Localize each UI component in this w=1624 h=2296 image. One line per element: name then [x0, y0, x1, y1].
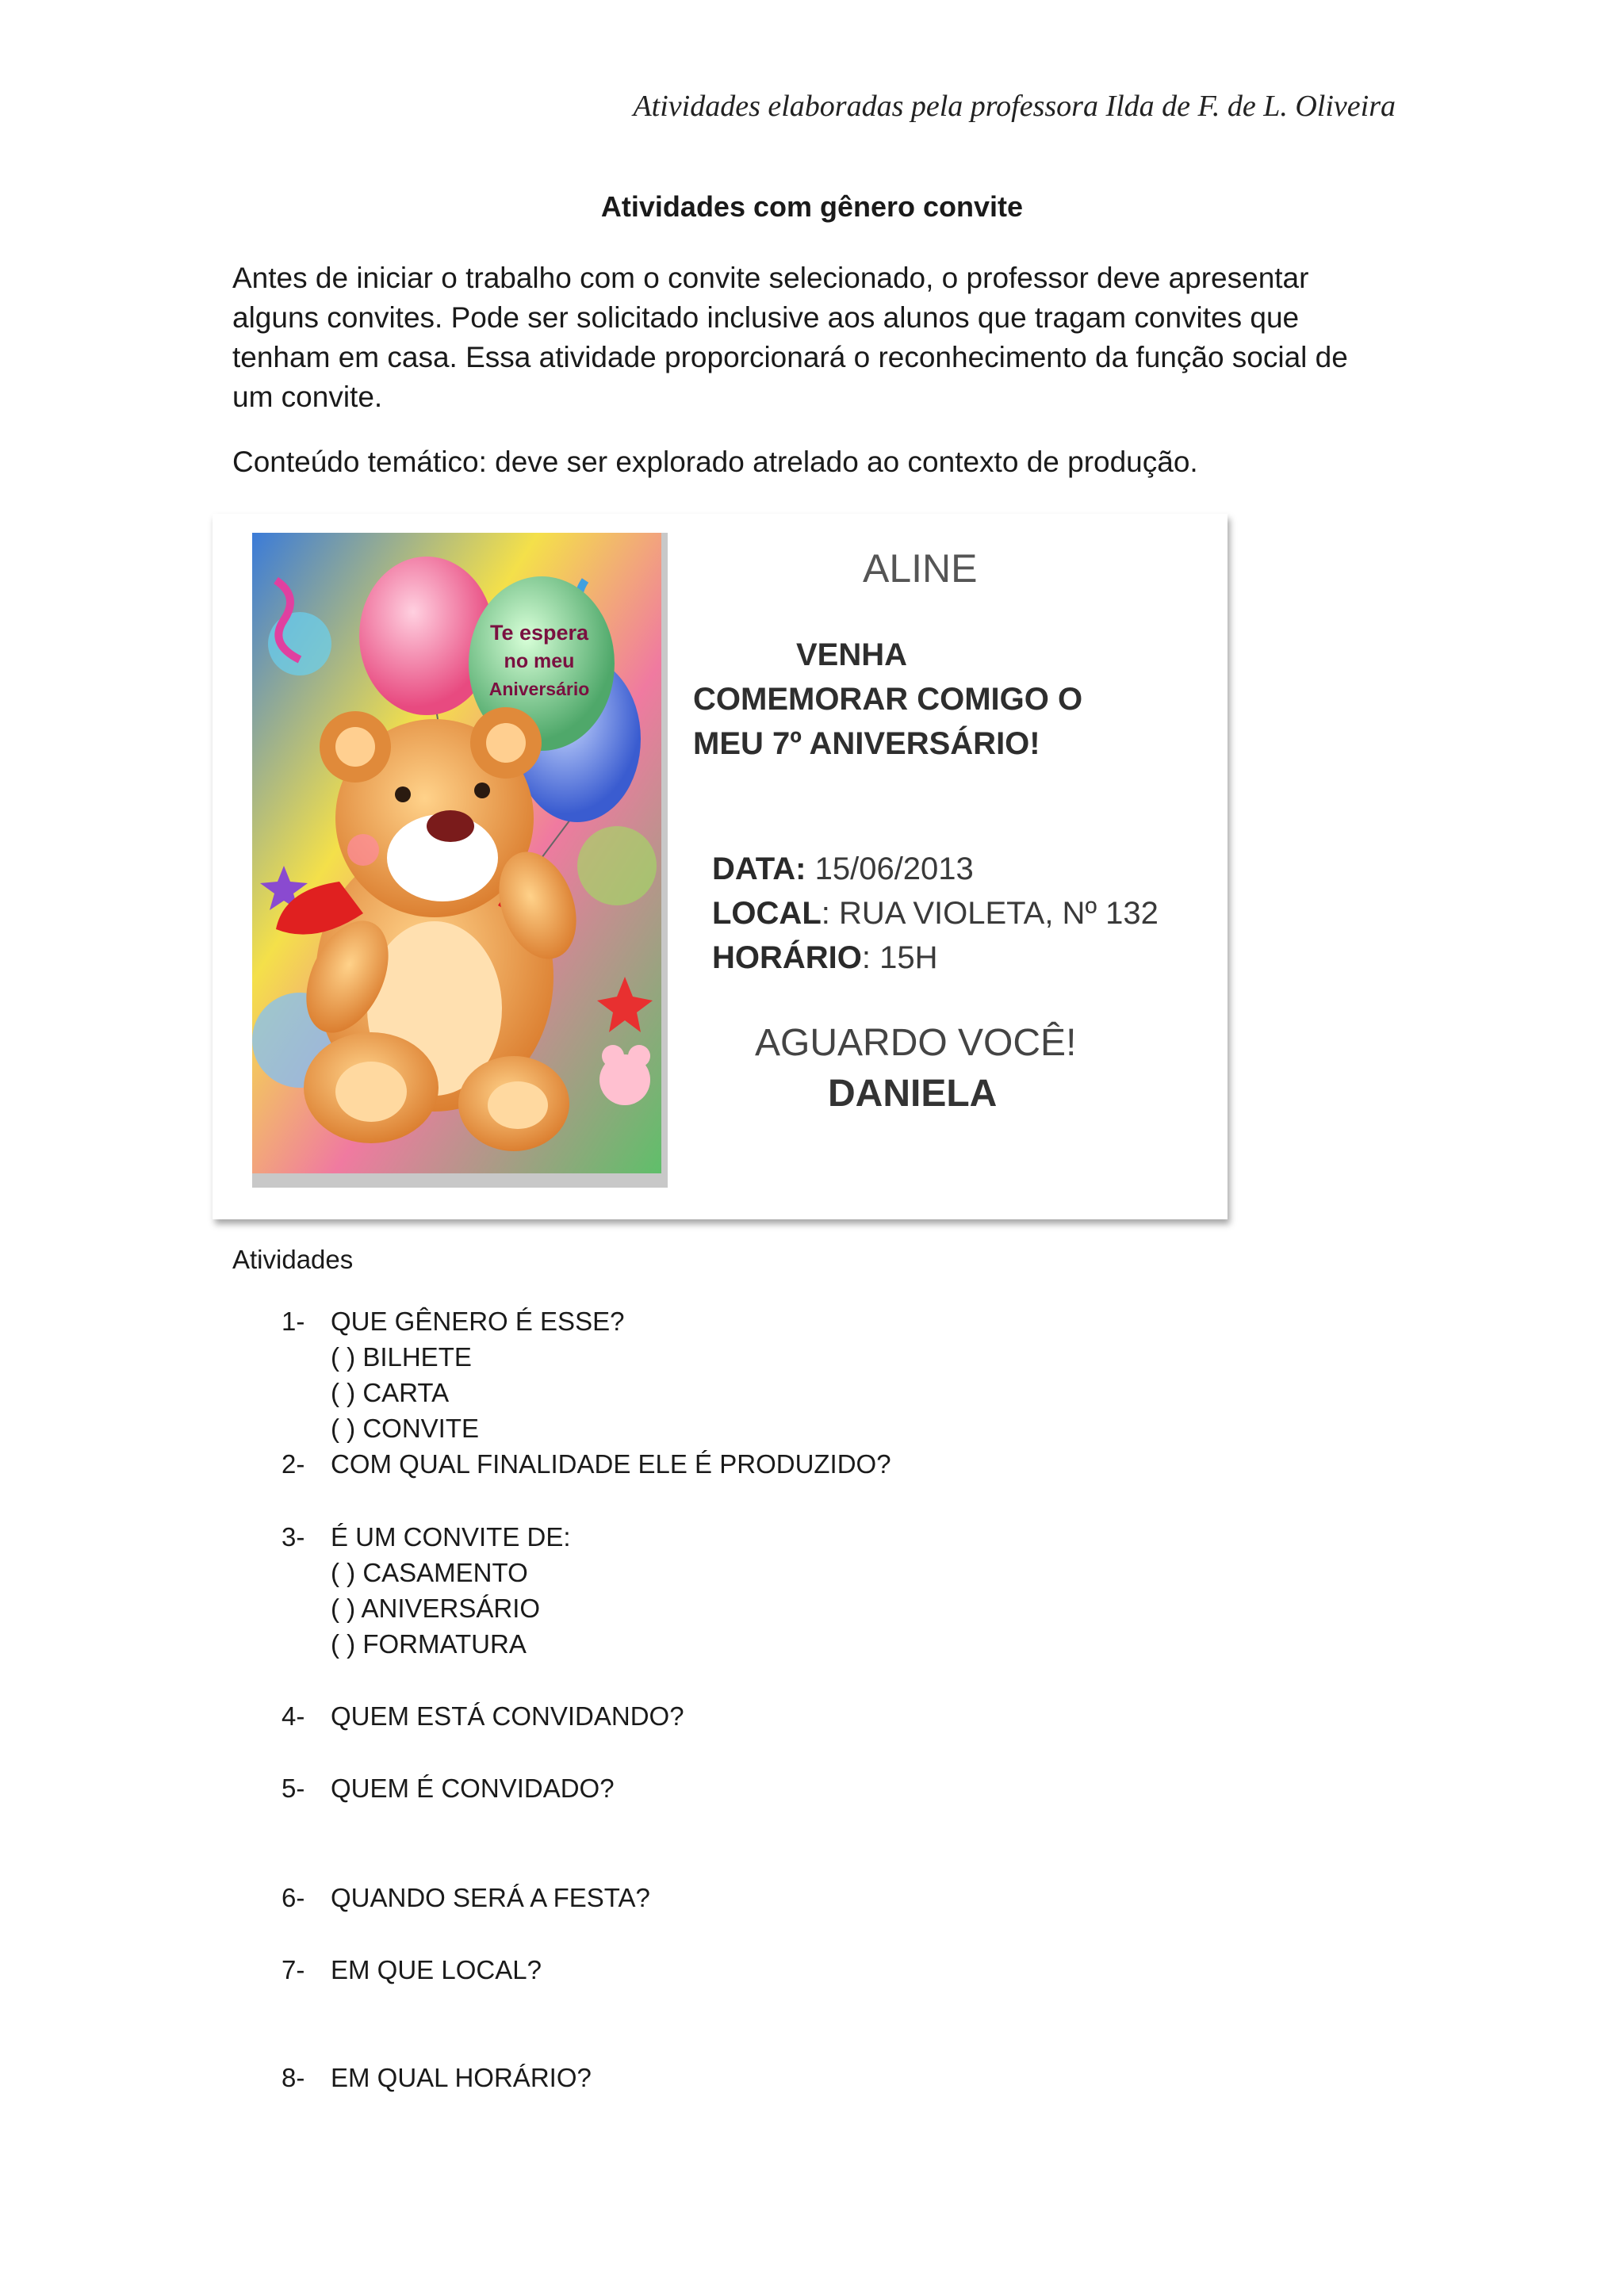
invitation-local — [712, 891, 1159, 936]
intro-paragraph — [232, 258, 1390, 417]
time-value: : 15H — [861, 940, 938, 975]
activities-label: Atividades — [232, 1245, 354, 1274]
author-header: Atividades elaboradas pela professora Ilda de F. de L. Oliveira — [633, 90, 1396, 123]
invitation-signature: DANIELA — [828, 1073, 998, 1115]
teddy-bear-image — [252, 533, 661, 1173]
answer-option: ( ) CONVITE — [331, 1414, 479, 1443]
date-label: DATA: — [712, 851, 806, 886]
date-value: 15/06/2013 — [806, 851, 974, 886]
question-text: QUE GÊNERO É ESSE? — [331, 1307, 625, 1336]
local-label: LOCAL — [712, 896, 822, 931]
balloon-text-1: Te espera — [489, 621, 589, 645]
invitation-line: COMEMORAR COMIGO O — [693, 682, 1083, 717]
question-8 — [282, 2063, 592, 2093]
question-number: 6- — [282, 1883, 305, 1912]
question-6 — [282, 1883, 650, 1913]
question-number: 1- — [282, 1307, 305, 1336]
invitation-card — [213, 514, 1228, 1219]
intro-line: um convite. — [232, 381, 383, 413]
intro-line: alguns convites. Pode ser solicitado inclusive aos alunos que tragam convites que — [232, 301, 1300, 334]
intro-line: Antes de iniciar o trabalho com o convite selecionado, o professor deve apresentar — [232, 262, 1309, 294]
invitation-date — [712, 847, 1159, 891]
invitation-message — [693, 633, 1082, 766]
question-number: 5- — [282, 1774, 305, 1803]
question-text: EM QUAL HORÁRIO? — [331, 2063, 592, 2092]
invitation-recipient: ALINE — [863, 546, 978, 591]
question-3 — [282, 1522, 571, 1552]
question-7 — [282, 1955, 542, 1985]
question-number: 7- — [282, 1955, 305, 1984]
invitation-line: VENHA — [796, 637, 908, 672]
question-text: QUANDO SERÁ A FESTA? — [331, 1883, 650, 1912]
question-2 — [282, 1449, 891, 1479]
answer-option: ( ) ANIVERSÁRIO — [331, 1594, 541, 1623]
invitation-details — [712, 847, 1159, 980]
invitation-line: MEU 7º ANIVERSÁRIO! — [693, 726, 1040, 761]
answer-option: ( ) CARTA — [331, 1378, 450, 1407]
question-text: COM QUAL FINALIDADE ELE É PRODUZIDO? — [331, 1449, 891, 1479]
question-5 — [282, 1774, 615, 1804]
invitation-closing: AGUARDO VOCÊ! — [755, 1022, 1077, 1064]
answer-option: ( ) BILHETE — [331, 1342, 472, 1372]
question-1 — [282, 1307, 624, 1337]
question-number: 8- — [282, 2063, 305, 2092]
answer-option: ( ) FORMATURA — [331, 1629, 527, 1659]
balloon-text-2: no meu — [504, 650, 575, 672]
question-text: QUEM ESTÁ CONVIDANDO? — [331, 1701, 684, 1731]
question-number: 4- — [282, 1701, 305, 1731]
page-title: Atividades com gênero convite — [600, 190, 1024, 223]
teddy-bear-illustration — [252, 533, 668, 1188]
local-value: : RUA VIOLETA, Nº 132 — [821, 896, 1159, 931]
question-4 — [282, 1701, 684, 1732]
question-text: É UM CONVITE DE: — [331, 1522, 571, 1552]
question-number: 2- — [282, 1449, 305, 1479]
intro-line: tenham em casa. Essa atividade proporcionará o reconhecimento da função social de — [232, 341, 1348, 373]
time-label: HORÁRIO — [712, 940, 862, 975]
balloon-text-3: Aniversário — [488, 679, 590, 699]
invitation-time — [712, 936, 1159, 980]
question-text: QUEM É CONVIDADO? — [331, 1774, 615, 1803]
theme-paragraph: Conteúdo temático: deve ser explorado atrelado ao contexto de produção. — [232, 446, 1198, 478]
question-number: 3- — [282, 1522, 305, 1552]
question-text: EM QUE LOCAL? — [331, 1955, 542, 1984]
answer-option: ( ) CASAMENTO — [331, 1558, 528, 1587]
